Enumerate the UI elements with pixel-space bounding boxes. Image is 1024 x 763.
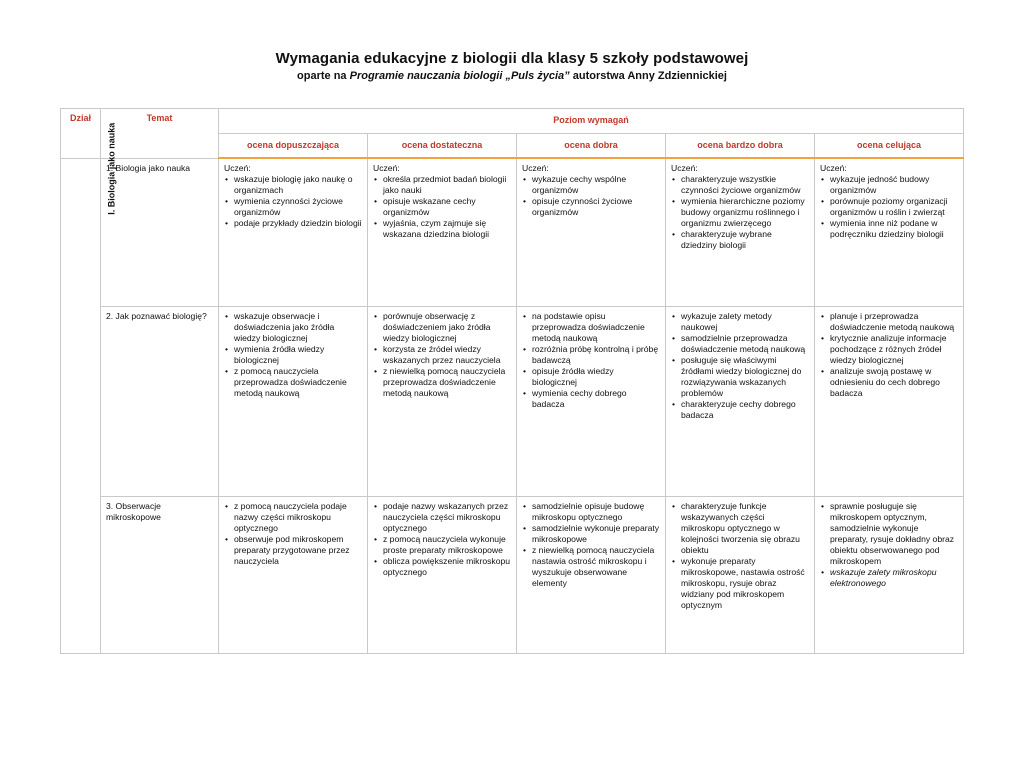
- requirement-item: • wykazuje cechy wspólne organizmów: [532, 174, 660, 196]
- requirement-item: • wykazuje jedność budowy organizmów: [830, 174, 958, 196]
- requirement-cell: [517, 158, 666, 306]
- requirement-item: • na podstawie opisu przeprowadza doświadczenie metodą naukową: [532, 311, 660, 344]
- topic-cell: 3. Obserwacje mikroskopowe: [101, 496, 219, 653]
- table-row: [61, 496, 964, 653]
- requirement-cell: [517, 496, 666, 653]
- requirement-list: [820, 311, 958, 399]
- requirement-item: • wymienia inne niż podane w podręczniku dziedziny biologii: [830, 218, 958, 240]
- requirement-cell: [368, 496, 517, 653]
- table-row: [61, 158, 964, 306]
- requirement-item: • opisuje wskazane cechy organizmów: [383, 196, 511, 218]
- table-row: [61, 306, 964, 496]
- header-row-primary: [61, 109, 964, 134]
- requirement-item: • wyjaśnia, czym zajmuje się wskazana dziedzina biologii: [383, 218, 511, 240]
- requirement-item: • podaje przykłady dziedzin biologii: [234, 218, 362, 229]
- requirement-item: • charakteryzuje cechy dobrego badacza: [681, 399, 809, 421]
- requirement-cell: [666, 158, 815, 306]
- requirement-item: • wskazuje biologię jako naukę o organizmach: [234, 174, 362, 196]
- requirement-list: [671, 311, 809, 421]
- requirement-item: • z niewielką pomocą nauczyciela nastawia ostrość mikroskopu i wyszukuje obserwowane elementy: [532, 545, 660, 589]
- requirement-item: • sprawnie posługuje się mikroskopem optycznym, samodzielnie wykonuje preparaty, rysuje dokładny obraz obiektu obserwowanego pod mikroskopem: [830, 501, 958, 567]
- subtitle-prefix: oparte na: [297, 70, 350, 82]
- requirement-list: [820, 174, 958, 240]
- requirement-item: • analizuje swoją postawę w odniesieniu do cech dobrego badacza: [830, 366, 958, 399]
- requirement-item: • z pomocą nauczyciela wykonuje proste preparaty mikroskopowe: [383, 534, 511, 556]
- uczen-label: Uczeń:: [224, 163, 251, 174]
- header-level: Poziom wymagań: [219, 109, 964, 134]
- requirement-item: • wskazuje zalety mikroskopu elektronowego: [830, 567, 958, 589]
- requirement-item: • planuje i przeprowadza doświadczenie metodą naukową: [830, 311, 958, 333]
- requirement-item: • samodzielnie przeprowadza doświadczenie metodą naukową: [681, 333, 809, 355]
- requirements-table: [60, 108, 964, 654]
- requirement-cell: [815, 306, 964, 496]
- requirement-item: • samodzielnie opisuje budowę mikroskopu optycznego: [532, 501, 660, 523]
- requirement-list: [224, 174, 362, 229]
- requirement-list: [820, 501, 958, 589]
- requirement-cell: [666, 306, 815, 496]
- requirement-item: • posługuje się właściwymi źródłami wiedzy biologicznej do rozwiązywania wskazanych problemów: [681, 355, 809, 399]
- requirement-item: • wymienia źródła wiedzy biologicznej: [234, 344, 362, 366]
- requirement-item: • wykazuje zalety metody naukowej: [681, 311, 809, 333]
- requirement-item: • wymienia hierarchiczne poziomy budowy organizmu roślinnego i organizmu zwierzęcego: [681, 196, 809, 229]
- requirement-cell: [219, 158, 368, 306]
- requirement-item: • podaje nazwy wskazanych przez nauczyciela części mikroskopu optycznego: [383, 501, 511, 534]
- requirement-item: • wymienia czynności życiowe organizmów: [234, 196, 362, 218]
- requirement-item: • z pomocą nauczyciela przeprowadza doświadczenie metodą naukową: [234, 366, 362, 399]
- requirement-list: [671, 501, 809, 611]
- requirement-cell: [368, 158, 517, 306]
- requirement-cell: [517, 306, 666, 496]
- requirement-item: • korzysta ze źródeł wiedzy wskazanych przez nauczyciela: [383, 344, 511, 366]
- uczen-label: Uczeń:: [522, 163, 549, 174]
- requirement-list: [671, 174, 809, 251]
- requirement-cell: [815, 496, 964, 653]
- requirement-item: • oblicza powiększenie mikroskopu optycznego: [383, 556, 511, 578]
- subtitle-suffix: autorstwa Anny Zdziennickiej: [569, 70, 727, 82]
- requirement-item: • krytycznie analizuje informacje pochodzące z różnych źródeł wiedzy biologicznej: [830, 333, 958, 366]
- uczen-label: Uczeń:: [820, 163, 847, 174]
- requirement-item: • charakteryzuje funkcje wskazywanych części mikroskopu optycznego w kolejności tworzenia się obrazu obiektu: [681, 501, 809, 556]
- requirement-list: [373, 174, 511, 240]
- requirement-item: • charakteryzuje wszystkie czynności życiowe organizmów: [681, 174, 809, 196]
- requirement-item: • z niewielką pomocą nauczyciela przeprowadza doświadczenie metodą naukową: [383, 366, 511, 399]
- header-grade-5: ocena celująca: [815, 133, 964, 158]
- uczen-label: Uczeń:: [671, 163, 698, 174]
- requirement-item: • wskazuje obserwacje i doświadczenia jako źródła wiedzy biologicznej: [234, 311, 362, 344]
- header-section: Dział: [61, 109, 101, 159]
- requirement-item: • opisuje czynności życiowe organizmów: [532, 196, 660, 218]
- topic-cell: 2. Jak poznawać biologię?: [101, 306, 219, 496]
- requirement-cell: [666, 496, 815, 653]
- requirement-list: [522, 174, 660, 218]
- requirement-item: • samodzielnie wykonuje preparaty mikroskopowe: [532, 523, 660, 545]
- requirement-item: • z pomocą nauczyciela podaje nazwy części mikroskopu optycznego: [234, 501, 362, 534]
- header-grade-3: ocena dobra: [517, 133, 666, 158]
- header-grade-1: ocena dopuszczająca: [219, 133, 368, 158]
- requirement-cell: [815, 158, 964, 306]
- requirement-item: • określa przedmiot badań biologii jako nauki: [383, 174, 511, 196]
- requirement-cell: [368, 306, 517, 496]
- subtitle-program-name: Programie nauczania biologii „Puls życia”: [349, 70, 570, 82]
- document-subtitle: [0, 70, 1024, 82]
- header-grade-2: ocena dostateczna: [368, 133, 517, 158]
- section-cell: [61, 122, 117, 653]
- requirement-item: • opisuje źródła wiedzy biologicznej: [532, 366, 660, 388]
- header-grade-4: ocena bardzo dobra: [666, 133, 815, 158]
- requirement-item: • porównuje obserwację z doświadczeniem jako źródła wiedzy biologicznej: [383, 311, 511, 344]
- uczen-label: Uczeń:: [373, 163, 400, 174]
- requirement-item: • wykonuje preparaty mikroskopowe, nastawia ostrość mikroskopu, rysuje obraz widziany pod mikroskopem optycznym: [681, 556, 809, 611]
- section-label: I. Biologia jako nauka: [106, 122, 117, 215]
- requirement-item: • rozróżnia próbę kontrolną i próbę badawczą: [532, 344, 660, 366]
- requirement-item: • porównuje poziomy organizacji organizmów u roślin i zwierząt: [830, 196, 958, 218]
- requirement-list: [224, 311, 362, 399]
- requirement-item: • charakteryzuje wybrane dziedziny biologii: [681, 229, 809, 251]
- header-topic: Temat: [101, 109, 219, 159]
- requirement-list: [224, 501, 362, 567]
- requirement-cell: [219, 496, 368, 653]
- requirement-item: • obserwuje pod mikroskopem preparaty przygotowane przez nauczyciela: [234, 534, 362, 567]
- requirement-list: [373, 501, 511, 578]
- requirement-cell: [219, 306, 368, 496]
- requirement-item: • wymienia cechy dobrego badacza: [532, 388, 660, 410]
- requirement-list: [522, 311, 660, 410]
- requirement-list: [373, 311, 511, 399]
- topic-cell: 1. Biologia jako nauka: [101, 158, 219, 306]
- document-title: Wymagania edukacyjne z biologii dla klasy 5 szkoły podstawowej: [275, 50, 749, 67]
- requirement-list: [522, 501, 660, 589]
